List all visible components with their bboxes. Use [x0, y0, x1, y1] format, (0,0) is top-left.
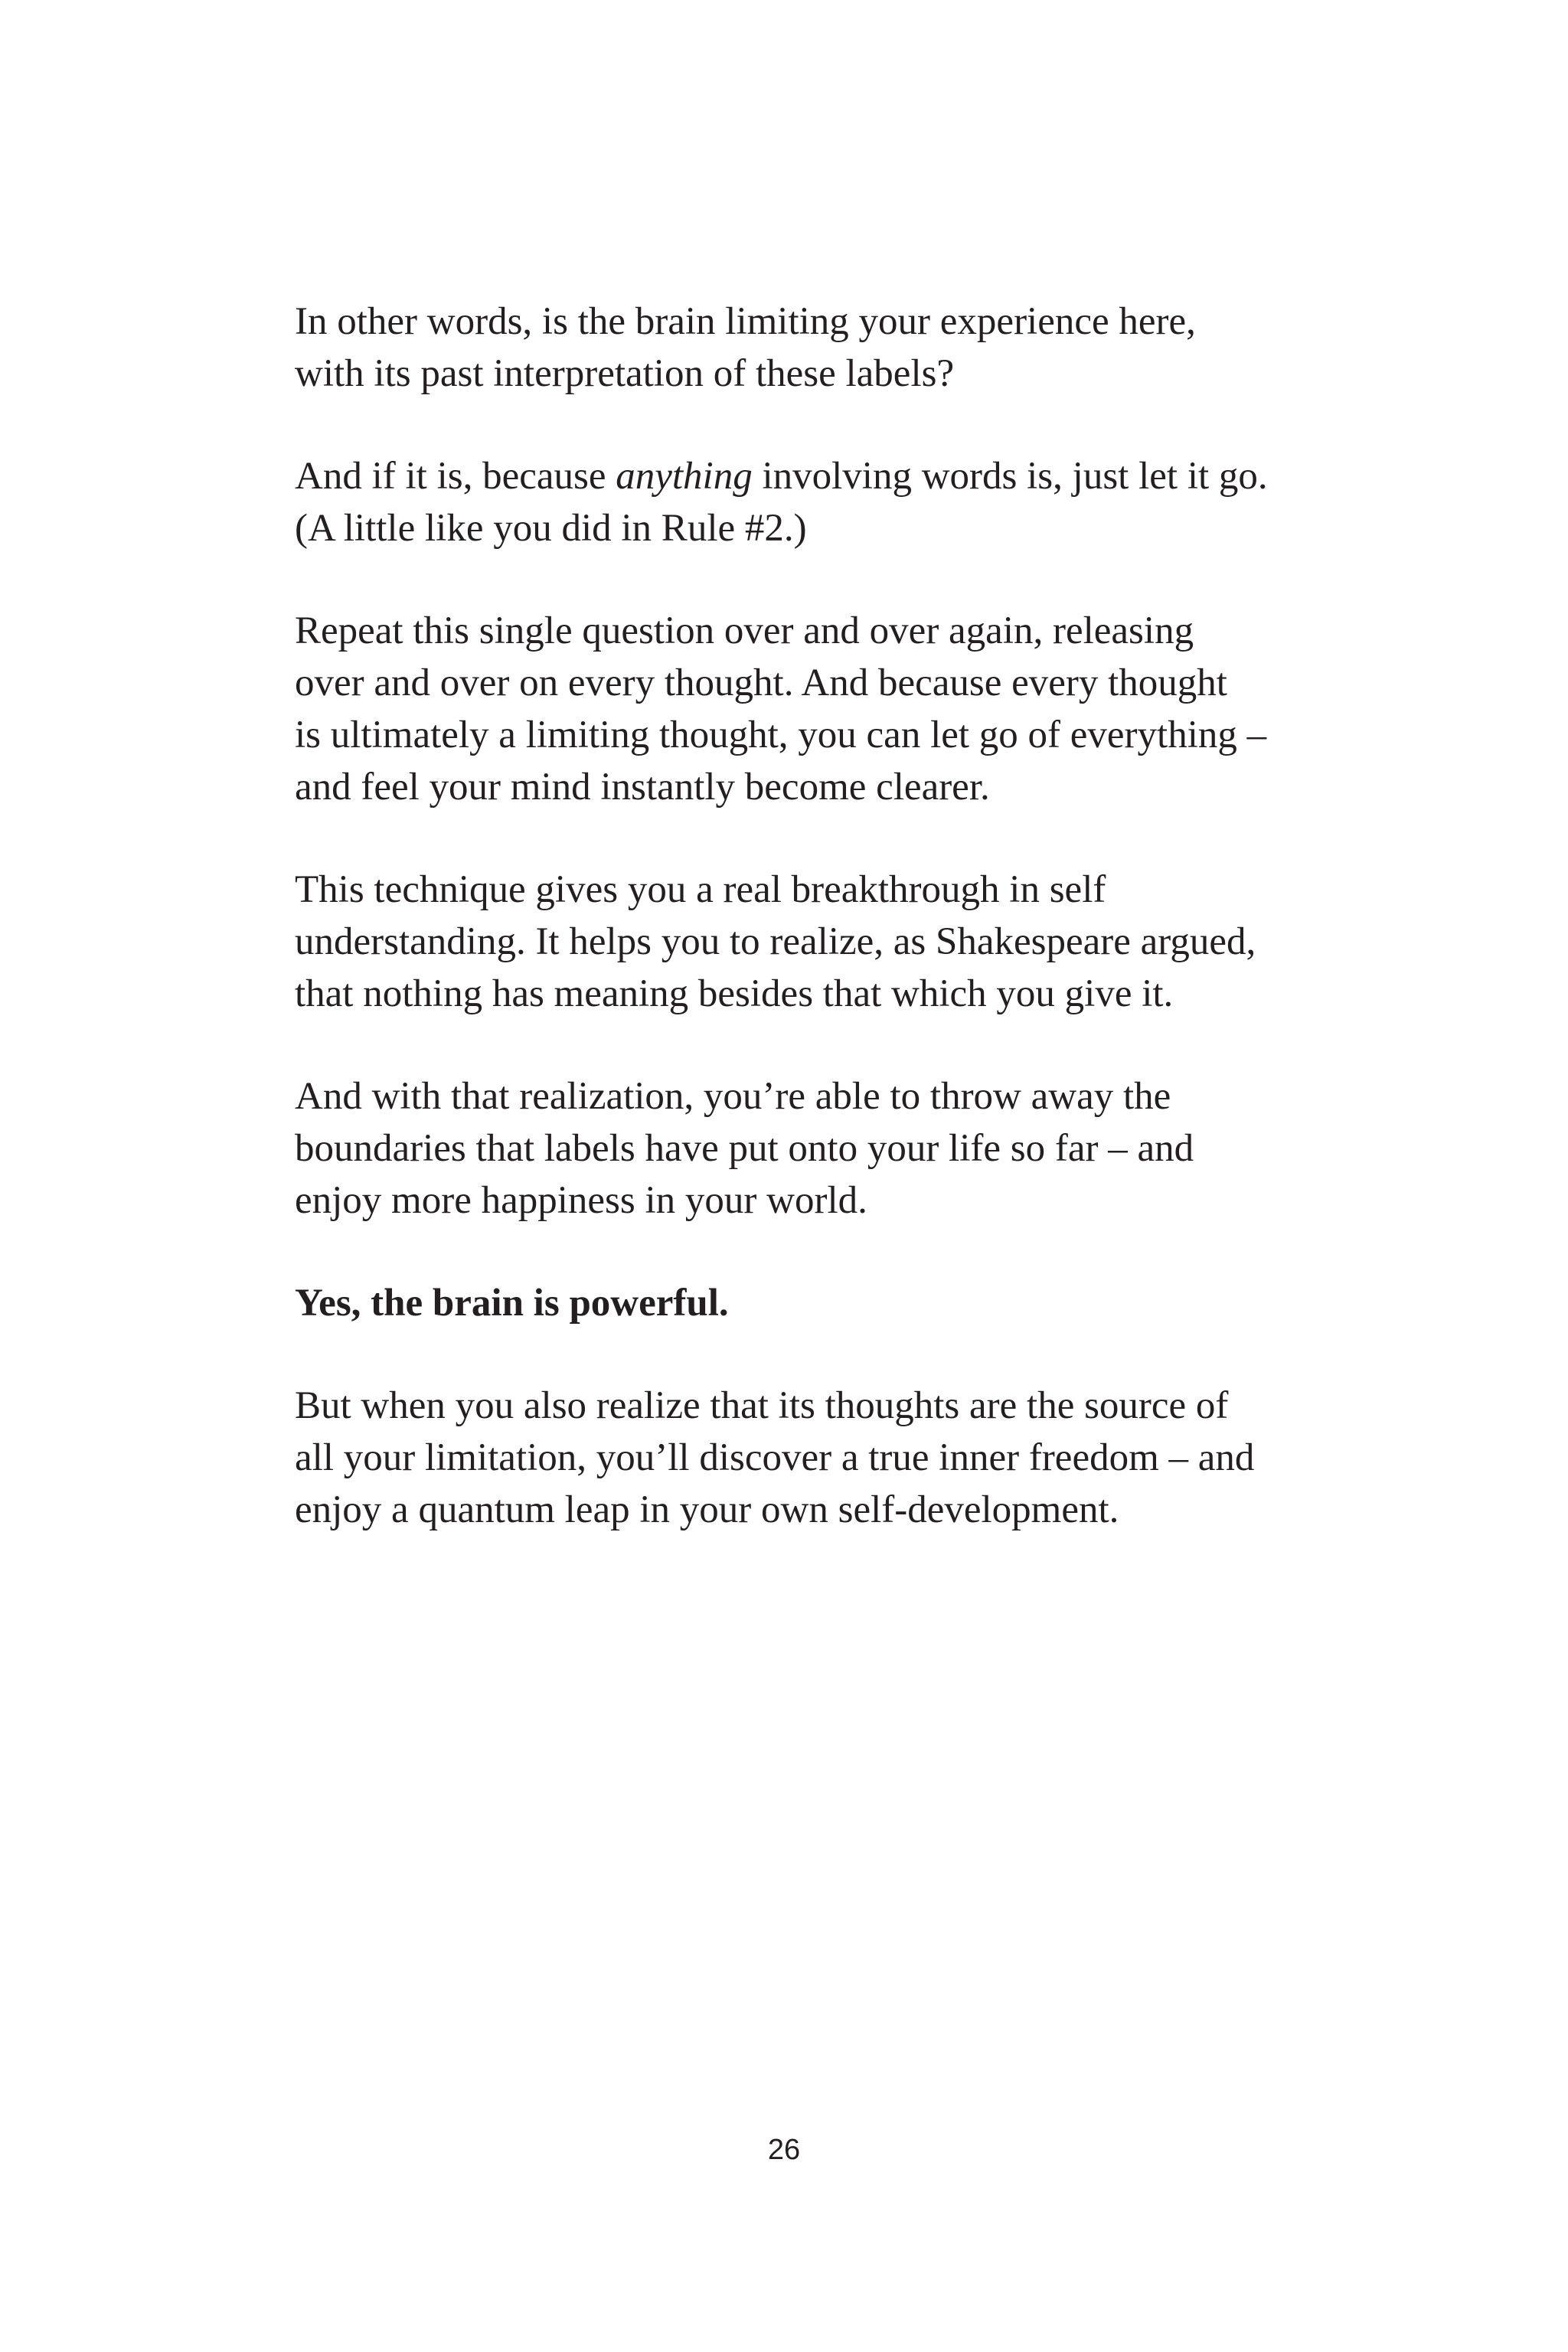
paragraph-line: over and over on every thought. And because every thought	[295, 662, 1227, 704]
paragraph-2	[295, 450, 1298, 554]
paragraph-line: boundaries that labels have put onto your life so far – and	[295, 1127, 1194, 1170]
paragraph-line: with its past interpretation of these labels?	[295, 352, 955, 395]
paragraph-line: enjoy more happiness in your world.	[295, 1179, 867, 1222]
paragraph-line: In other words, is the brain limiting your experience here,	[295, 300, 1196, 343]
paragraph-4	[295, 864, 1298, 1020]
text-run: And if it is, because	[295, 455, 616, 498]
paragraph-line: But when you also realize that its thoughts are the source of	[295, 1384, 1229, 1427]
paragraph-line	[295, 450, 1298, 502]
page-number: 26	[767, 2134, 801, 2166]
italic-emphasis: anything	[616, 455, 753, 498]
paragraph-line: that nothing has meaning besides that which you give it.	[295, 972, 1174, 1015]
paragraph-line: and feel your mind instantly become clearer.	[295, 766, 990, 808]
paragraph-7	[295, 1380, 1298, 1536]
paragraph-5	[295, 1070, 1298, 1227]
bold-statement	[295, 1277, 1298, 1329]
paragraph-1	[295, 296, 1298, 400]
body-text	[295, 296, 1298, 1586]
paragraph-3	[295, 605, 1298, 813]
paragraph-line: is ultimately a limiting thought, you can let go of everything –	[295, 714, 1267, 756]
paragraph-line: understanding. It helps you to realize, as Shakespeare argued,	[295, 920, 1256, 963]
paragraph-line: And with that realization, you’re able to throw away the	[295, 1075, 1171, 1118]
text-run: involving words is, just let it go.	[752, 455, 1268, 498]
paragraph-line: Repeat this single question over and over again, releasing	[295, 609, 1194, 652]
paragraph-line: enjoy a quantum leap in your own self-development.	[295, 1488, 1119, 1531]
paragraph-line: (A little like you did in Rule #2.)	[295, 507, 807, 550]
paragraph-line: Yes, the brain is powerful.	[295, 1282, 729, 1325]
paragraph-line: all your limitation, you’ll discover a true inner freedom – and	[295, 1436, 1255, 1479]
paragraph-line: This technique gives you a real breakthrough in self	[295, 868, 1106, 911]
